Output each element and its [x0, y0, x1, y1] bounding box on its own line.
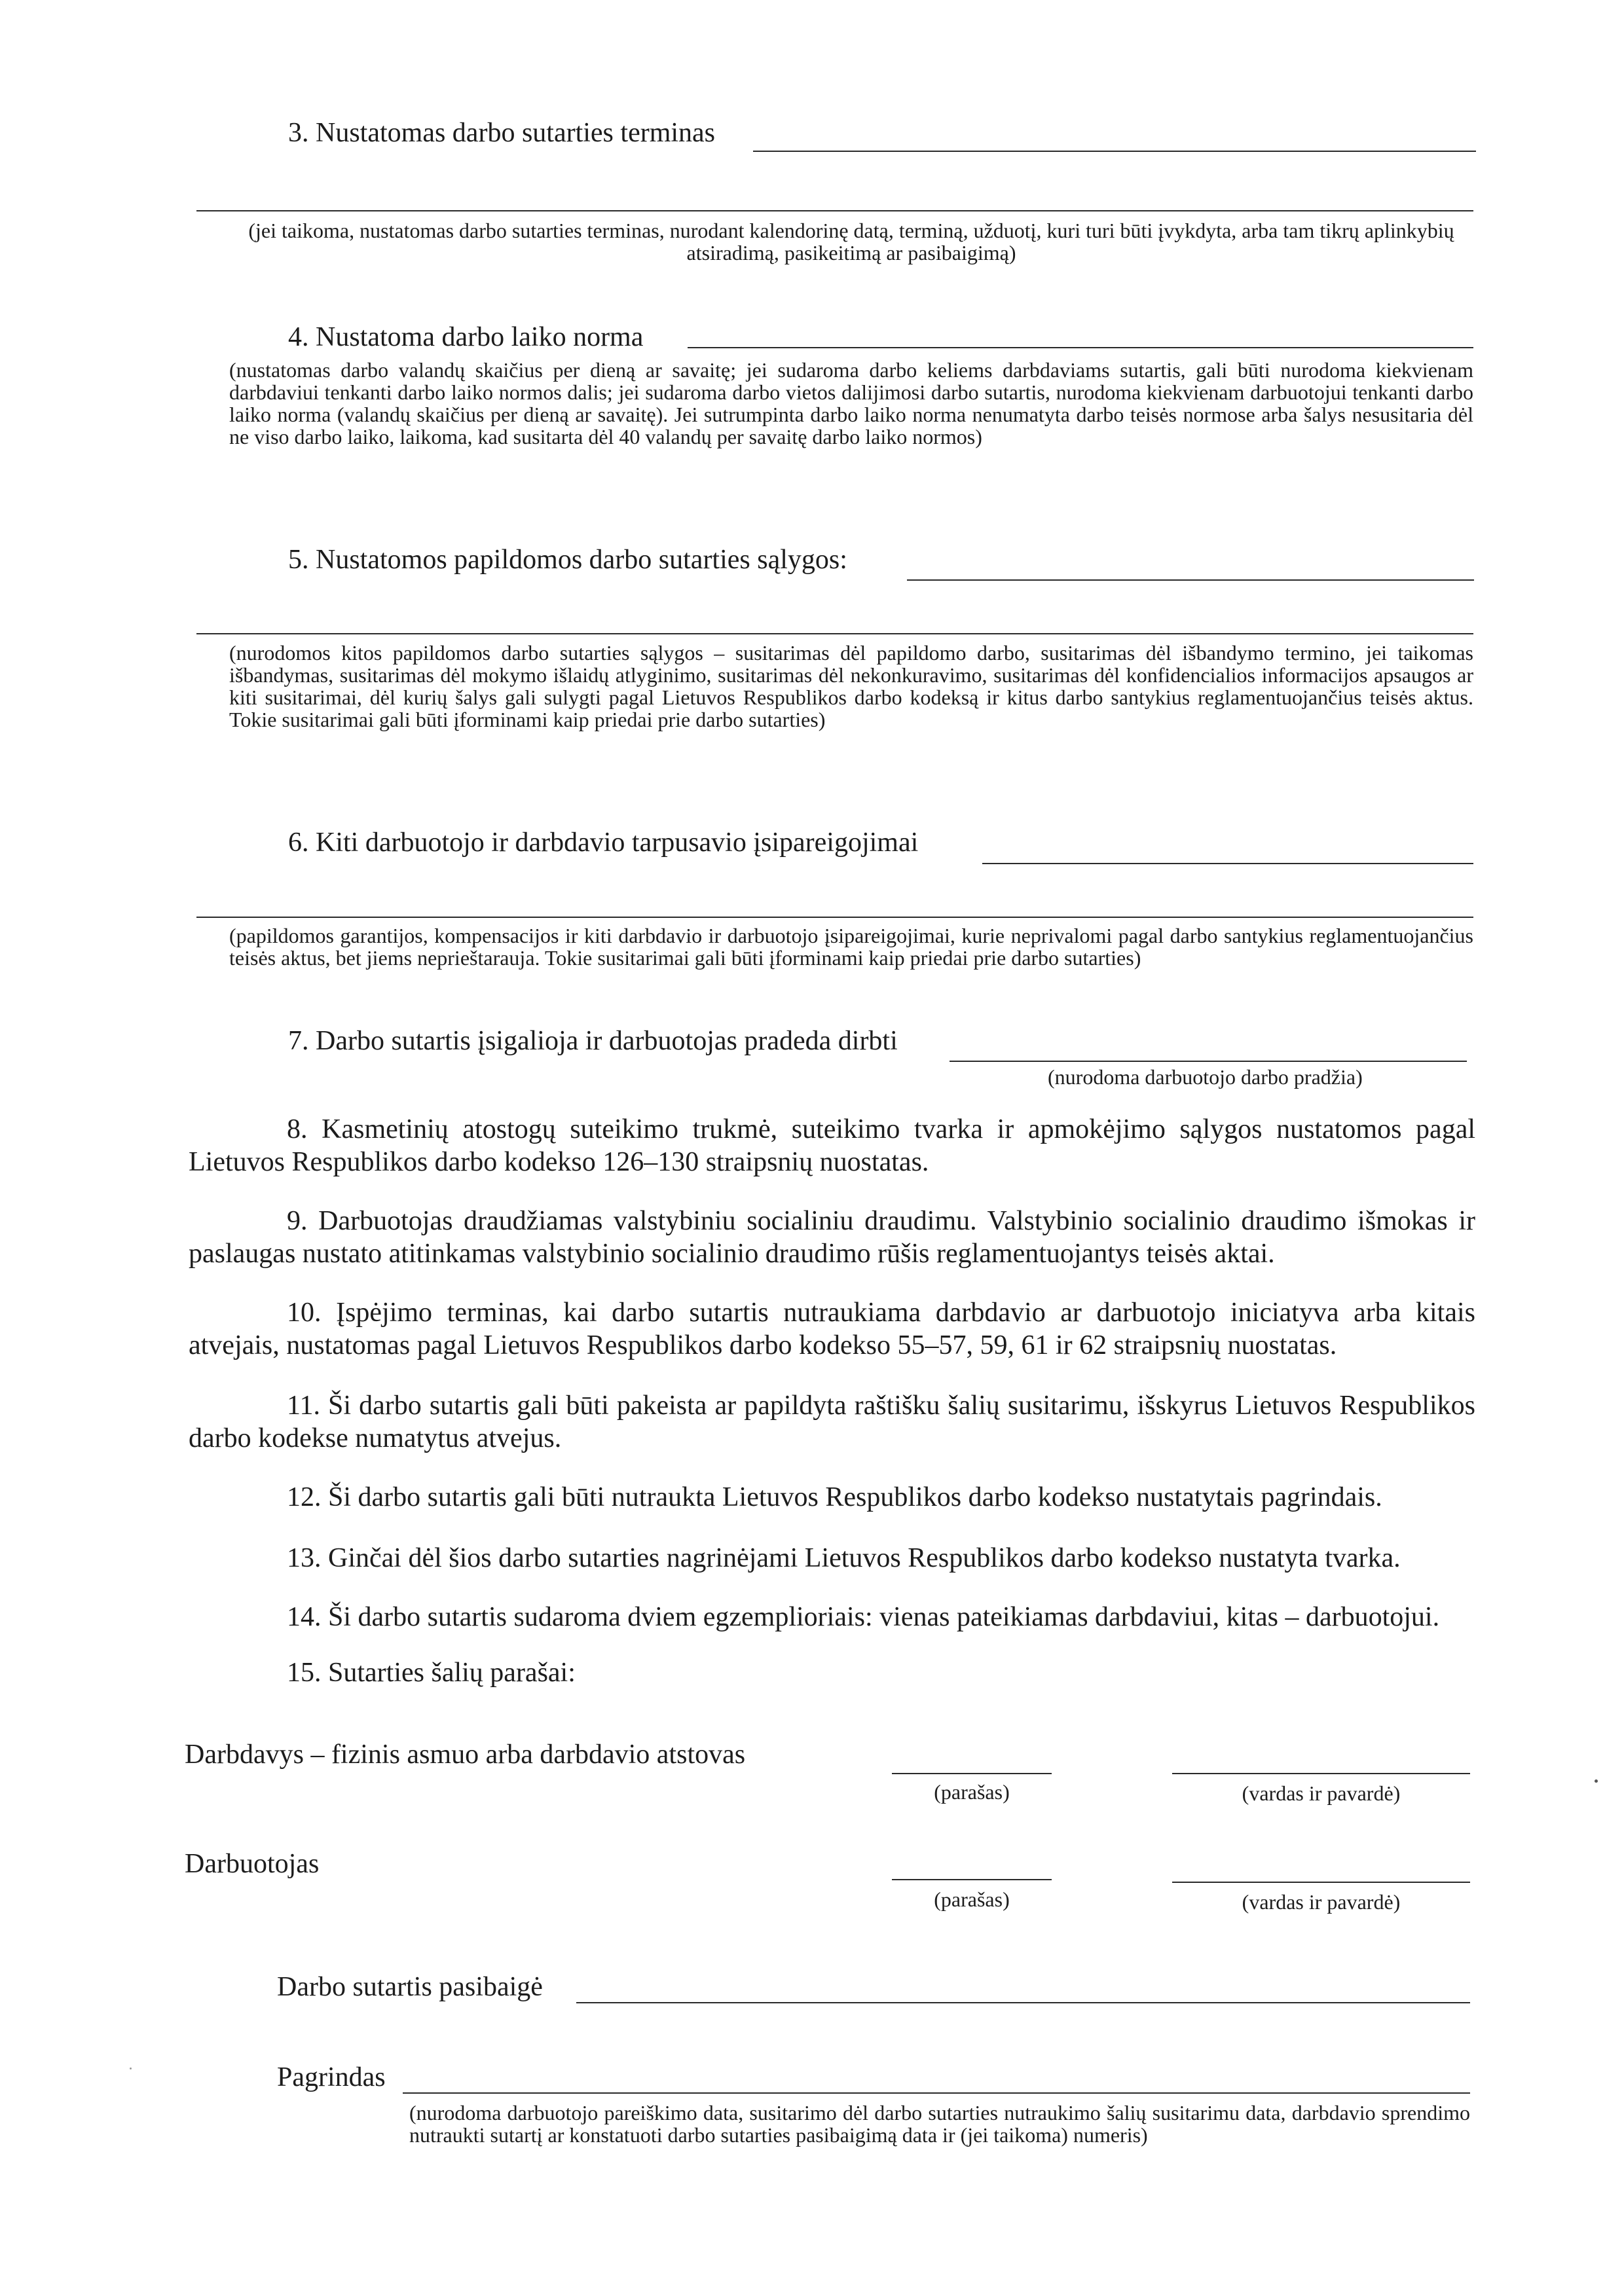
- employer-label: Darbdavys – fizinis asmuo arba darbdavio atstovas: [185, 1740, 746, 1770]
- section-6-hint: (papildomos garantijos, kompensacijos ir kiti darbdavio ir darbuotojo įsipareigojimai, kurie neprivalomi pagal darbo santykius reglamentuojančius teisės aktus, bet jiems neprieštarauja. Tokie susitarimai gali būti įforminami kaip priedai prie darbo sutarties): [229, 924, 1473, 970]
- employee-signature-hint: (parašas): [934, 1887, 1010, 1911]
- section-9-text: 9. Darbuotojas draudžiamas valstybiniu socialiniu draudimu. Valstybinio socialinio draudimo išmokas ir paslaugas nustato atitinkamas valstybinio socialinio draudimo rūšis reglamentuojantys teisės aktai.: [189, 1206, 1475, 1269]
- grounds-fill-line[interactable]: [403, 2092, 1470, 2094]
- section-5-hint: (nurodomos kitos papildomos darbo sutarties sąlygos – susitarimas dėl papildomo darbo, susitarimas dėl išbandymo termino, jei taikomas išbandymas, susitarimas dėl mokymo išlaidų atlyginimo, susitarimas dėl nekonkuravimo, susitarimas dėl konfidencialios informacijos apsaugos ar kiti susitarimai, dėl kurių šalys gali sulygti pagal Lietuvos Respublikos darbo kodeksą ir kitus darbo santykius reglamentuojančius teisės aktus. Tokie susitarimai gali būti įforminami kaip priedai prie darbo sutarties): [229, 641, 1473, 731]
- employer-name-hint: (vardas ir pavardė): [1242, 1781, 1401, 1805]
- grounds-label: Pagrindas: [277, 2062, 386, 2092]
- section-7-fill-line[interactable]: [950, 1061, 1467, 1062]
- section-15-text: 15. Sutarties šalių parašai:: [287, 1658, 576, 1688]
- section-3-fill-line-2[interactable]: [196, 210, 1473, 211]
- section-5-fill-line[interactable]: [907, 579, 1474, 581]
- scan-speck: [130, 2068, 132, 2069]
- employer-signature-line[interactable]: [892, 1773, 1052, 1774]
- section-14-text: 14. Ši darbo sutartis sudaroma dviem egzemplioriais: vienas pateikiamas darbdaviui, kitas – darbuotojui.: [287, 1602, 1440, 1632]
- employee-name-hint: (vardas ir pavardė): [1242, 1890, 1401, 1914]
- contract-ended-label: Darbo sutartis pasibaigė: [277, 1972, 543, 2002]
- grounds-hint: (nurodoma darbuotojo pareiškimo data, susitarimo dėl darbo sutarties nutraukimo šalių susitarimu data, darbdavio sprendimo nutraukti sutartį ar konstatuoti darbo sutarties pasibaigimą data ir (jei taikoma) numeris): [409, 2101, 1470, 2147]
- section-6-fill-line-2[interactable]: [196, 917, 1473, 918]
- employee-label: Darbuotojas: [185, 1849, 320, 1879]
- section-3-title: 3. Nustatomas darbo sutarties terminas: [288, 118, 716, 148]
- section-5-fill-line-2[interactable]: [196, 633, 1473, 634]
- section-12-text: 12. Ši darbo sutartis gali būti nutraukta Lietuvos Respublikos darbo kodekso nustatytais pagrindais.: [287, 1482, 1382, 1512]
- employee-signature-line[interactable]: [892, 1879, 1052, 1880]
- section-6-fill-line[interactable]: [982, 863, 1473, 864]
- contract-ended-fill-line[interactable]: [576, 2002, 1470, 2003]
- section-3-fill-line[interactable]: [753, 151, 1476, 152]
- employee-name-line[interactable]: [1172, 1882, 1470, 1883]
- section-6-title: 6. Kiti darbuotojo ir darbdavio tarpusavio įsipareigojimai: [288, 828, 919, 858]
- section-4-hint: (nustatomas darbo valandų skaičius per dieną ar savaitę; jei sudaroma darbo keliems darbdaviams sutartis, gali būti nurodoma kiekvienam darbdaviui tenkanti darbo laiko normos dalis; jei sudaroma darbo vietos dalijimosi darbo sutartis, nurodoma kiekvienam darbuotojui tenkanti darbo laiko norma (valandų skaičius per dieną ar savaitę). Jei sutrumpinta darbo laiko norma nenumatyta darbo teisės normose arba šalys nesusitaria dėl ne viso darbo laiko, laikoma, kad susitarta dėl 40 valandų per savaitę darbo laiko normos): [229, 358, 1473, 448]
- section-13-text: 13. Ginčai dėl šios darbo sutarties nagrinėjami Lietuvos Respublikos darbo kodekso nustatyta tvarka.: [287, 1543, 1401, 1573]
- section-8-text: 8. Kasmetinių atostogų suteikimo trukmė, suteikimo tvarka ir apmokėjimo sąlygos nustatomos pagal Lietuvos Respublikos darbo kodekso 126–130 straipsnių nuostatas.: [189, 1114, 1475, 1177]
- section-7-hint: (nurodoma darbuotojo darbo pradžia): [1048, 1065, 1363, 1089]
- section-10-text: 10. Įspėjimo terminas, kai darbo sutartis nutraukiama darbdavio ar darbuotojo iniciatyva arba kitais atvejais, nustatomas pagal Lietuvos Respublikos darbo kodekso 55–57, 59, 61 ir 62 straipsnių nuostatas.: [189, 1298, 1475, 1360]
- section-4-title: 4. Nustatoma darbo laiko norma: [288, 322, 644, 352]
- employer-signature-hint: (parašas): [934, 1780, 1010, 1804]
- scan-speck: [1595, 1779, 1598, 1783]
- section-3-hint: (jei taikoma, nustatomas darbo sutarties terminas, nurodant kalendorinę datą, terminą, užduotį, kuri turi būti įvykdyta, arba tam tikrų aplinkybių atsiradimą, pasikeitimą ar pasibaigimą): [248, 219, 1454, 264]
- section-5-title: 5. Nustatomos papildomos darbo sutarties sąlygos:: [288, 545, 847, 575]
- section-11-text: 11. Ši darbo sutartis gali būti pakeista ar papildyta raštišku šalių susitarimu, išskyrus Lietuvos Respublikos darbo kodekse numatytus atvejus.: [189, 1391, 1475, 1453]
- employer-name-line[interactable]: [1172, 1773, 1470, 1774]
- section-7-title: 7. Darbo sutartis įsigalioja ir darbuotojas pradeda dirbti: [288, 1026, 898, 1056]
- section-4-fill-line[interactable]: [688, 347, 1473, 348]
